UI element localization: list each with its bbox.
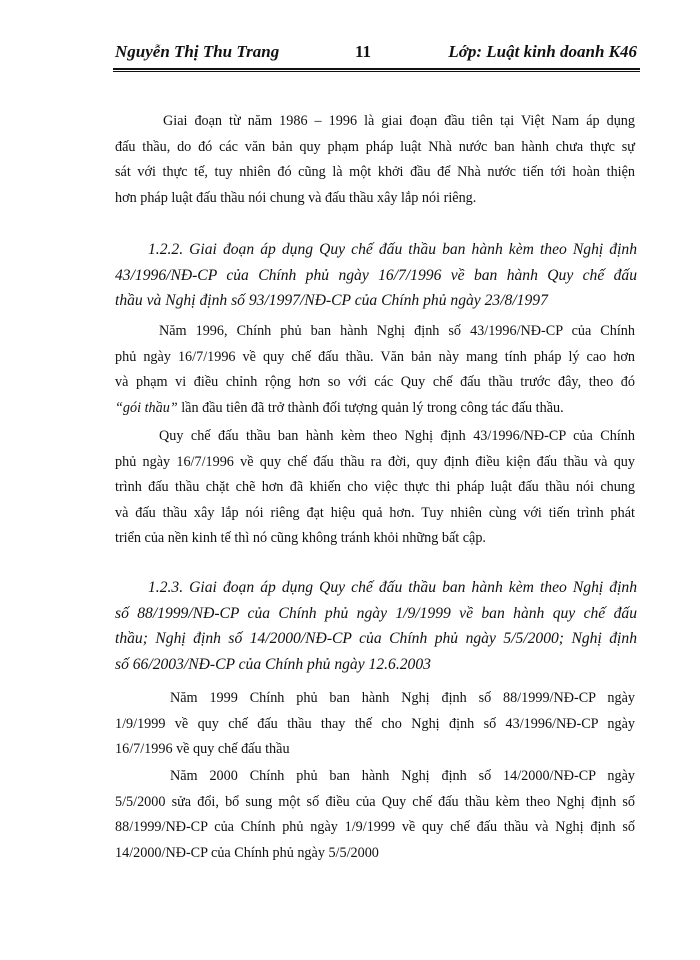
paragraph-line: 88/1999/NĐ-CP của Chính phủ ngày 1/9/1999 về quy chế đấu thầu và Nghị định số bbox=[115, 819, 635, 835]
heading-line: 1.2.2. Giai đoạn áp dụng Quy chế đấu thầu ban hành kèm theo Nghị định bbox=[148, 241, 637, 258]
section-1-2-2-paragraph-1 bbox=[115, 319, 635, 421]
paragraph-line: phủ ngày 16/7/1996 về quy chế đấu thầu ra đời, quy định điều kiện đấu thầu và quy bbox=[115, 453, 635, 470]
paragraph-line-rest: lần đầu tiên đã trở thành đối tượng quản lý trong công tác đấu thầu. bbox=[177, 399, 564, 416]
paragraph-line: và đấu thầu xây lắp nói riêng đạt hiệu quả hơn. Tuy nhiên cùng với tiến trình phát bbox=[115, 504, 635, 521]
paragraph-line: sát với thực tế, tuy nhiên đó cũng là một khởi đầu để Nhà nước tiến tới hoàn thiện bbox=[115, 164, 635, 180]
heading-line: thầu và Nghị định số 93/1997/NĐ-CP của Chính phủ ngày 23/8/1997 bbox=[115, 292, 548, 309]
author-name: Nguyễn Thị Thu Trang bbox=[115, 42, 280, 61]
heading-line: thầu; Nghị định số 14/2000/NĐ-CP của Chính phủ ngày 5/5/2000; Nghị định bbox=[115, 630, 637, 647]
heading-line: số 88/1999/NĐ-CP của Chính phủ ngày 1/9/1999 về ban hành quy chế đấu bbox=[115, 604, 637, 622]
heading-line: số 66/2003/NĐ-CP của Chính phủ ngày 12.6.2003 bbox=[115, 655, 431, 673]
paragraph-line: Quy chế đấu thầu ban hành kèm theo Nghị định 43/1996/NĐ-CP của Chính bbox=[159, 428, 635, 444]
paragraph-line: hơn pháp luật đấu thầu nói chung và đấu thầu xây lắp nói riêng. bbox=[115, 189, 477, 206]
section-1-2-2-paragraph-2 bbox=[115, 424, 635, 552]
section-1-2-3-paragraph-2 bbox=[115, 764, 635, 866]
page-number: 11 bbox=[355, 42, 372, 61]
page-header bbox=[115, 42, 637, 66]
paragraph-line: phủ ngày 16/7/1996 về quy chế đấu thầu. Văn bản này mang tính pháp lý cao hơn bbox=[115, 348, 635, 365]
quoted-term: “gói thầu” bbox=[115, 399, 178, 416]
section-heading-1-2-2 bbox=[115, 237, 637, 314]
paragraph-line: Năm 2000 Chính phủ ban hành Nghị định số 14/2000/NĐ-CP ngày bbox=[170, 768, 635, 784]
paragraph-line: 5/5/2000 sửa đổi, bổ sung một số điều của Quy chế đấu thầu kèm theo Nghị định số bbox=[115, 793, 635, 810]
paragraph-line: đấu thầu, do đó các văn bản quy phạm pháp luật Nhà nước ban hành chưa thực sự bbox=[115, 138, 635, 155]
paragraph-line: 14/2000/NĐ-CP của Chính phủ ngày 5/5/2000 bbox=[115, 844, 379, 861]
paragraph-line: 16/7/1996 về quy chế đấu thầu bbox=[115, 741, 290, 757]
paragraph-line: trình đấu thầu chặt chẽ hơn đã khiến cho việc thực thi pháp luật đấu thầu nói chung bbox=[115, 479, 635, 495]
paragraph-line: Năm 1996, Chính phủ ban hành Nghị định số 43/1996/NĐ-CP của Chính bbox=[159, 323, 635, 339]
paragraph-line: 1/9/1999 về quy chế đấu thầu thay thế cho Nghị định số 43/1996/NĐ-CP ngày bbox=[115, 715, 635, 732]
section-heading-1-2-3 bbox=[115, 575, 637, 677]
header-rule-thick bbox=[113, 68, 640, 70]
intro-paragraph bbox=[115, 109, 635, 211]
paragraph-line: triển của nền kinh tế thì nó cũng không tránh khỏi những bất cập. bbox=[115, 530, 486, 546]
paragraph-line: và phạm vi điều chỉnh rộng hơn so với các Quy chế đấu thầu trước đây, theo đó bbox=[115, 374, 635, 390]
heading-line: 1.2.3. Giai đoạn áp dụng Quy chế đấu thầu ban hành kèm theo Nghị định bbox=[148, 579, 637, 596]
paragraph-line: Năm 1999 Chính phủ ban hành Nghị định số 88/1999/NĐ-CP ngày bbox=[170, 690, 635, 706]
paragraph-line: Giai đoạn từ năm 1986 – 1996 là giai đoạn đầu tiên tại Việt Nam áp dụng bbox=[163, 113, 635, 129]
class-label: Lớp: Luật kinh doanh K46 bbox=[448, 42, 637, 61]
header-rule-thin bbox=[113, 71, 640, 72]
section-1-2-3-paragraph-1 bbox=[115, 686, 635, 763]
paragraph-line bbox=[115, 396, 635, 422]
heading-line: 43/1996/NĐ-CP của Chính phủ ngày 16/7/1996 về ban hành Quy chế đấu bbox=[115, 266, 637, 284]
